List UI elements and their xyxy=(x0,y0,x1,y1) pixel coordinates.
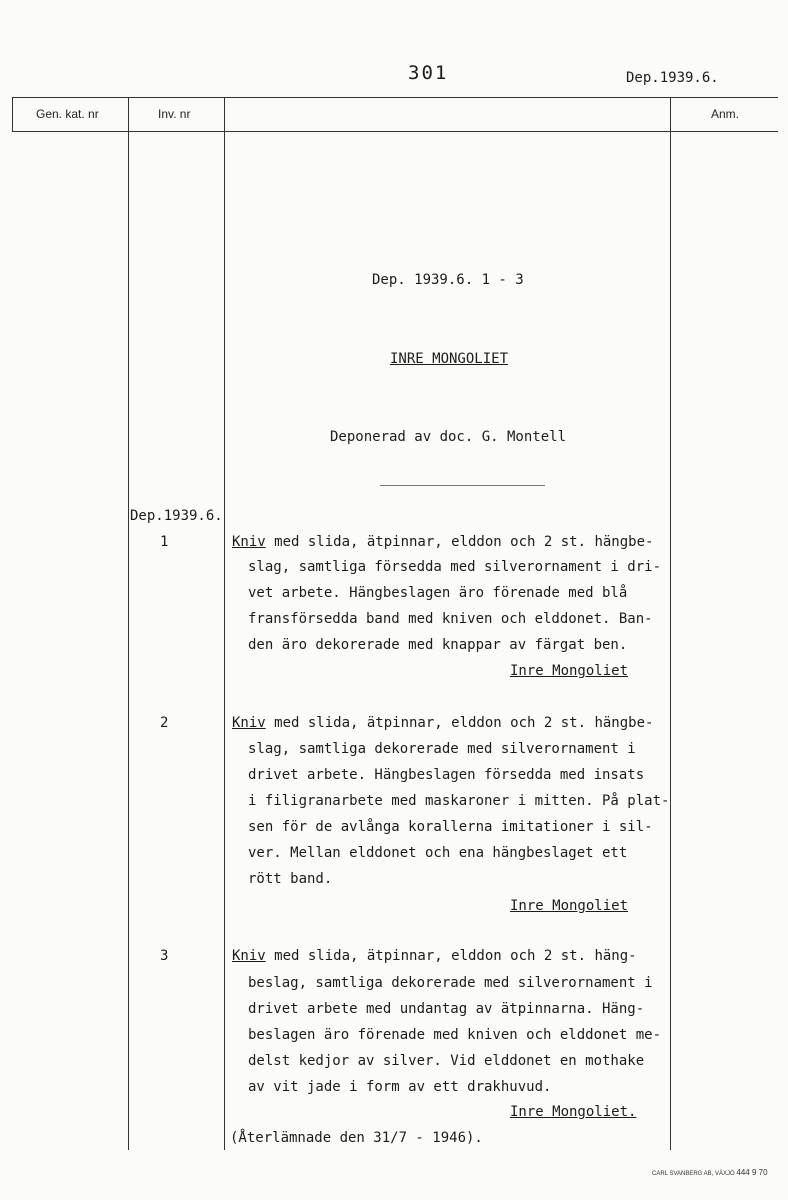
entry-1-number: 1 xyxy=(160,534,169,550)
page-number: 301 xyxy=(408,62,449,84)
entry-2-line-1 xyxy=(232,715,653,731)
entry-1-locality: Inre Mongoliet xyxy=(510,663,629,679)
entry-3-number: 3 xyxy=(160,948,169,964)
entry-3-line-4: beslagen äro förenade med kniven och elddonet me- xyxy=(248,1027,662,1043)
entry-3-first-word: Kniv xyxy=(232,948,266,964)
column-divider-1 xyxy=(128,97,129,1150)
returned-note: (Återlämnade den 31/7 - 1946). xyxy=(230,1130,483,1146)
column-divider-2 xyxy=(224,97,225,1150)
entry-2-number: 2 xyxy=(160,715,169,731)
form-code: 444 9 70 xyxy=(736,1168,768,1177)
entry-3-locality: Inre Mongoliet. xyxy=(510,1104,637,1120)
entry-1-first-rest: med slida, ätpinnar, elddon och 2 st. hängbe- xyxy=(265,534,654,550)
dep-range-title: Dep. 1939.6. 1 - 3 xyxy=(372,272,524,288)
entry-3-line-6: av vit jade i form av ett drakhuvud. xyxy=(248,1079,552,1095)
entry-2-first-rest: med slida, ätpinnar, elddon och 2 st. hängbe- xyxy=(265,715,654,731)
divider-mark xyxy=(380,485,545,486)
entry-1-first-word: Kniv xyxy=(232,534,266,550)
entry-3-line-3: drivet arbete med undantag av ätpinnarna. Häng- xyxy=(248,1001,645,1017)
entry-2-line-5: sen för de avlånga korallerna imitationer i sil- xyxy=(248,819,653,835)
entry-2-line-4: i filigranarbete med maskaroner i mitten. På plat- xyxy=(248,793,670,809)
column-divider-3 xyxy=(670,97,671,1150)
entry-3-line-2: beslag, samtliga dekorerade med silverornament i xyxy=(248,975,653,991)
column-header-anm: Anm. xyxy=(711,107,740,121)
dep-prefix: Dep.1939.6. xyxy=(130,508,223,524)
entry-2-line-3: drivet arbete. Hängbeslagen försedda med insats xyxy=(248,767,645,783)
entry-2-line-6: ver. Mellan elddonet och ena hängbeslaget ett xyxy=(248,845,628,861)
region-title: INRE MONGOLIET xyxy=(390,351,509,367)
entry-1-line-4: fransförsedda band med kniven och elddonet. Ban- xyxy=(248,611,653,627)
entry-1-line-5: den äro dekorerade med knappar av färgat ben. xyxy=(248,637,628,653)
deposited-by: Deponerad av doc. G. Montell xyxy=(330,429,567,445)
entry-3-line-1 xyxy=(232,948,637,964)
entry-1-line-1 xyxy=(232,534,653,550)
entry-2-line-2: slag, samtliga dekorerade med silverornament i xyxy=(248,741,636,757)
header-bottom-rule xyxy=(12,131,778,132)
column-header-inv: Inv. nr xyxy=(158,107,191,121)
entry-2-first-word: Kniv xyxy=(232,715,266,731)
entry-2-line-7: rött band. xyxy=(248,871,333,887)
column-header-gen-kat: Gen. kat. nr xyxy=(36,107,99,121)
printer-imprint xyxy=(652,1168,768,1177)
entry-1-line-2: slag, samtliga försedda med silverornament i dri- xyxy=(248,559,662,575)
entry-3-line-5: delst kedjor av silver. Vid elddonet en mothake xyxy=(248,1053,645,1069)
entry-2-locality: Inre Mongoliet xyxy=(510,898,629,914)
left-border xyxy=(12,97,13,131)
entry-1-line-3: vet arbete. Hängbeslagen äro förenade med blå xyxy=(248,585,628,601)
entry-3-first-rest: med slida, ätpinnar, elddon och 2 st. häng- xyxy=(265,948,637,964)
dep-reference-header: Dep.1939.6. xyxy=(626,70,719,86)
header-top-rule xyxy=(12,97,778,98)
printer-name: CARL SVANBERG AB, VÄXJÖ xyxy=(652,1171,735,1177)
